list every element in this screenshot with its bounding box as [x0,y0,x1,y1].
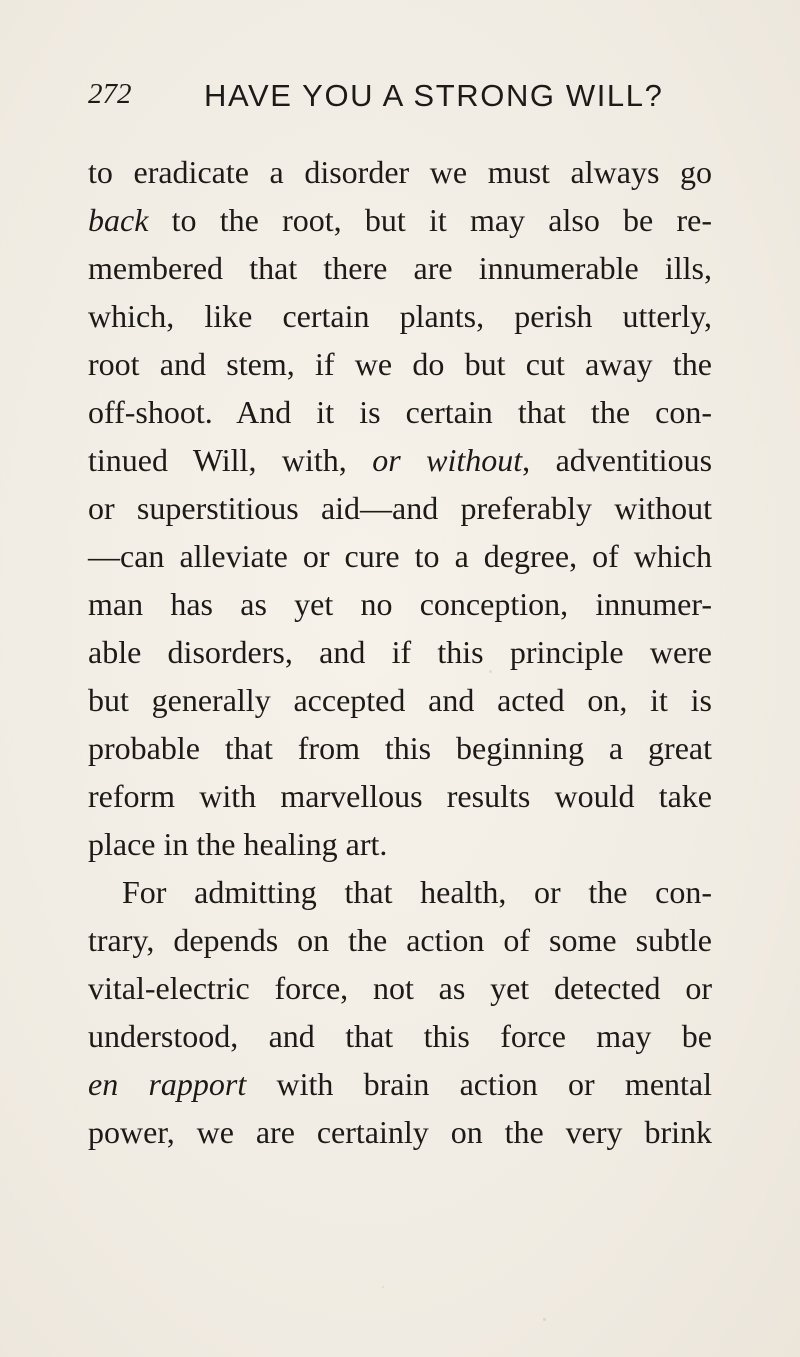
paper-speck [489,670,492,673]
text-line: vital-electric force, not as yet detected or [88,970,712,1006]
page-header [88,78,728,122]
text-line: but generally accepted and acted on, it is [88,682,712,718]
text-line: understood, and that this force may be [88,1018,712,1054]
italic-emphasis: en rapport [88,1066,247,1102]
italic-emphasis: back [88,202,149,238]
text-line: man has as yet no conception, innumer- [88,586,712,622]
text-span: tinued Will, with, [88,442,373,478]
text-line: or superstitious aid—and preferably without [88,490,712,526]
text-line [88,438,712,482]
italic-emphasis: or without [372,442,523,478]
page-number: 272 [88,78,132,110]
text-span: , adventitious [522,442,713,478]
text-span: with brain action or mental [246,1066,713,1102]
text-line: which, like certain plants, perish utterly, [88,298,712,334]
text-line: reform with marvellous results would take [88,778,712,814]
text-line: to eradicate a disorder we must always go [88,154,712,190]
paper-speck [543,1318,546,1321]
text-line: able disorders, and if this principle were [88,634,712,670]
text-line: off-shoot. And it is certain that the con- [88,394,712,430]
text-line: power, we are certainly on the very brink [88,1114,712,1150]
text-line: membered that there are innumerable ills, [88,250,712,286]
paper-speck [382,1286,384,1288]
text-line: place in the healing art. [88,826,388,862]
text-line: probable that from this beginning a great [88,730,712,766]
text-line: —can alleviate or cure to a degree, of which [88,538,712,574]
text-line [88,198,712,242]
text-line: root and stem, if we do but cut away the [88,346,712,382]
text-line: trary, depends on the action of some subtle [88,922,712,958]
text-span: to the root, but it may also be re- [148,202,712,238]
text-line [88,1062,712,1106]
running-head: HAVE YOU A STRONG WILL? [204,78,664,113]
text-line: For admitting that health, or the con- [122,874,712,910]
